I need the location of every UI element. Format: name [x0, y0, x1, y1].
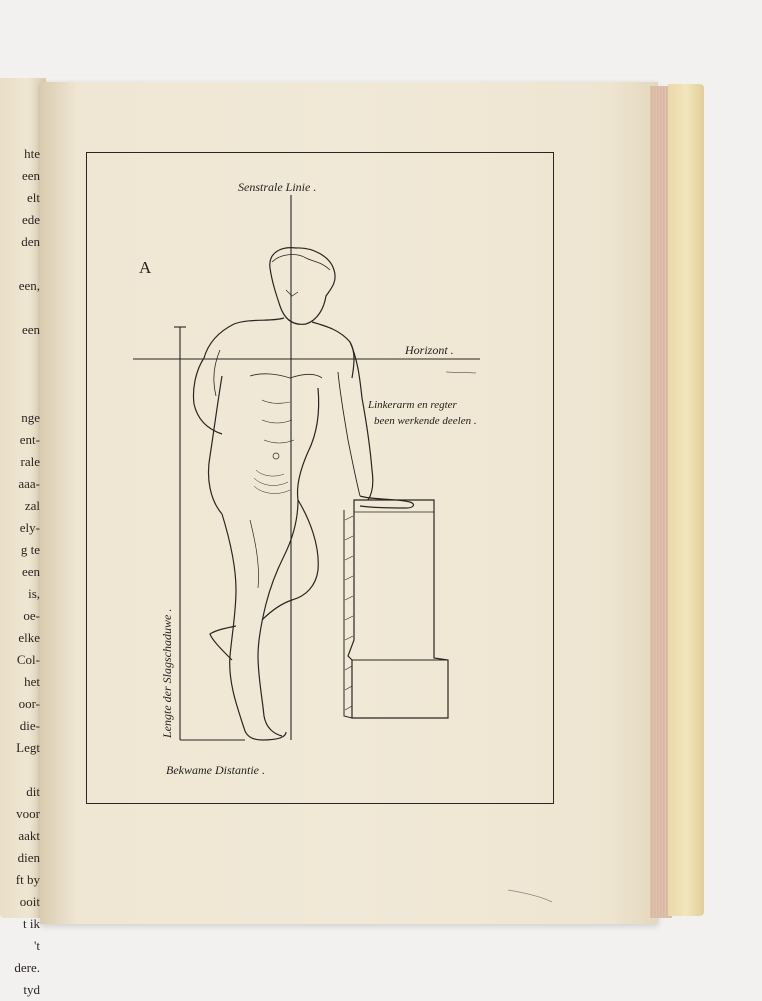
left-page-line: dien — [17, 850, 40, 865]
pedestal — [344, 500, 448, 718]
distance-label: Bekwame Distantie . — [166, 763, 265, 777]
left-page-line: ely- — [19, 520, 40, 535]
left-page-line: een, — [18, 278, 40, 293]
left-page-line: elt — [27, 190, 40, 205]
arm-leg-label-line1: Linkerarm en regter — [368, 399, 457, 411]
left-page-line: een — [21, 322, 40, 337]
left-page-line: voor — [16, 806, 40, 821]
left-page-line: ft by — [15, 872, 40, 887]
central-line-label: Senstrale Linie . — [238, 180, 317, 194]
left-page-line: het — [24, 674, 40, 689]
left-page-line: g te — [20, 542, 40, 557]
left-page-line: hte — [24, 146, 40, 161]
left-page-line: t ik — [23, 916, 40, 931]
left-page-line: een — [21, 564, 40, 579]
arm-leg-label-line2: been werkende deelen . — [374, 415, 477, 427]
left-page-line: oe- — [23, 608, 40, 623]
left-page-line: ooit — [19, 894, 40, 909]
left-page-line: is, — [28, 586, 40, 601]
left-page-line: 't — [34, 938, 40, 953]
left-page-line: Col- — [16, 652, 40, 667]
left-page-line: dere. — [14, 960, 40, 975]
male-figure — [193, 248, 413, 740]
left-page-line: die- — [19, 718, 40, 733]
left-page-line: tyd — [23, 982, 40, 997]
left-page-line: ent- — [19, 432, 40, 447]
horizon-label: Horizont . — [405, 343, 454, 357]
left-page-line: dit — [26, 784, 40, 799]
left-page-line: elke — [18, 630, 40, 645]
shadow-length-label: Lengte der Slagschaduwe . — [160, 608, 174, 738]
left-page-line: ede — [21, 212, 40, 227]
plate-letter: A — [139, 258, 152, 277]
left-page-line: aakt — [18, 828, 40, 843]
left-page-line: rale — [20, 454, 40, 469]
left-page-line: Legt — [16, 740, 40, 755]
left-page-line: oor- — [18, 696, 40, 711]
left-page-line: zal — [24, 498, 40, 513]
left-page-line: nge — [21, 410, 40, 425]
left-page-line: aaa- — [18, 476, 40, 491]
left-page-line: den — [21, 234, 40, 249]
left-page-line: een — [21, 168, 40, 183]
